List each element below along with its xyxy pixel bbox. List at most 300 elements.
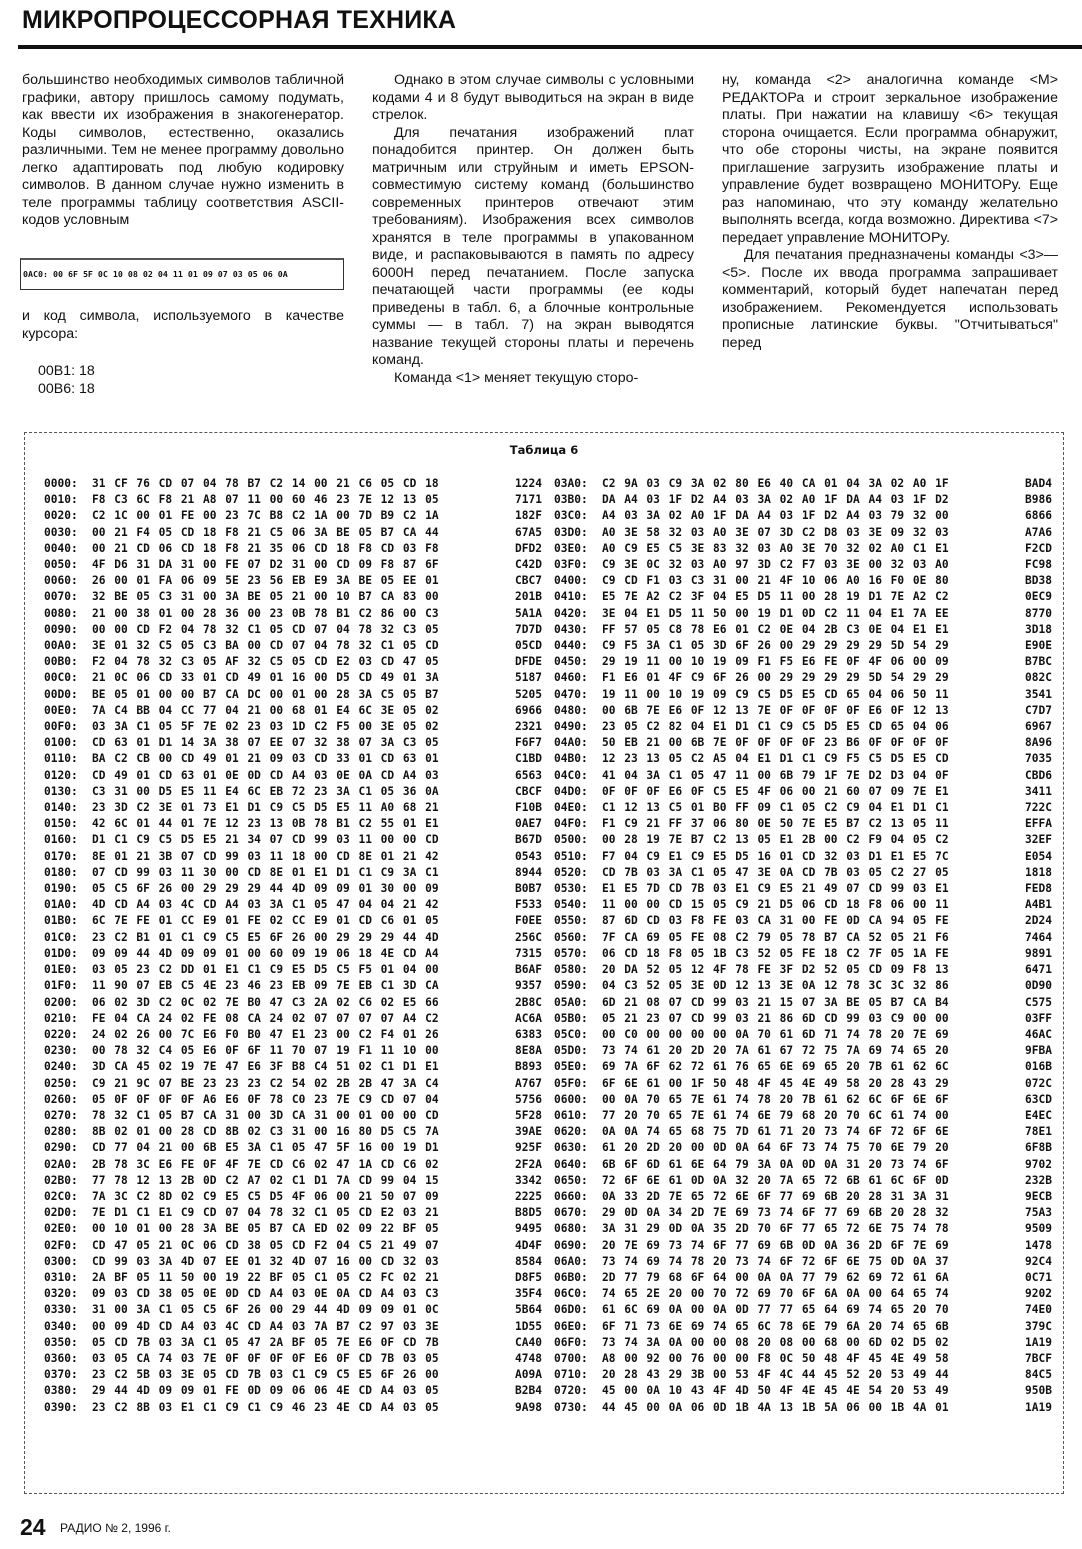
hex-address: 02B0: [44,1173,78,1187]
hex-row [554,1189,1052,1205]
hex-row [554,913,1052,929]
hex-checksum: F10B [515,801,542,815]
hex-bytes: 32 BE 05 C3 31 00 3A BE 05 21 00 10 B7 CA 83 00 [92,590,439,604]
hex-row [44,1238,542,1254]
hex-bytes: 72 6F 6E 61 0D 0A 32 20 7A 65 72 6B 61 6C 6F 0D [602,1173,949,1187]
hex-bytes: 31 CF 76 CD 07 04 78 B7 C2 14 00 21 C6 05 CD 18 [92,477,439,490]
hex-address: 02C0: [44,1189,78,1203]
hex-address: 00B0: [44,655,78,669]
hex-address: 03B0: [554,493,588,507]
hex-row [44,930,542,946]
hex-row [554,751,1052,767]
hex-checksum: 1A19 [1025,1335,1052,1349]
hex-bytes: 77 78 12 13 2B 0D C2 A7 02 C1 D1 7A CD 99 04 15 [92,1173,439,1187]
hex-row [554,589,1052,605]
hex-address: 0100: [44,736,78,750]
hex-bytes: 07 CD 99 03 11 30 00 CD 8E 01 E1 D1 C1 C9 3A C1 [92,865,439,879]
hex-checksum: 6967 [1025,720,1052,734]
hex-row [554,1270,1052,1286]
hex-address: 0170: [44,849,78,863]
hex-bytes: C9 21 9C 07 BE 23 23 23 C2 54 02 2B 2B 47 3A C4 [92,1076,439,1090]
hex-address: 0270: [44,1108,78,1122]
hex-row [44,1011,542,1027]
hex-bytes: 77 20 70 65 7E 61 74 6E 79 68 20 70 6C 61 74 00 [602,1108,949,1122]
hex-row [44,849,542,865]
hex-checksum: 3541 [1025,687,1052,701]
hex-checksum: B0B7 [515,882,542,896]
hex-bytes: 05 21 23 07 CD 99 03 21 86 6D CD 99 03 C9 00 00 [602,1011,949,1025]
hex-address: 0230: [44,1044,78,1058]
hex-bytes: 19 11 00 10 19 09 C9 C5 D5 E5 CD 65 04 06 50 11 [602,687,949,701]
hex-checksum: B67D [515,833,542,847]
hex-row [554,1140,1052,1156]
hex-address: 0210: [44,1011,78,1025]
hex-bytes: 6F 71 73 6E 69 74 65 6C 78 6E 79 6A 20 74 65 6B [602,1319,949,1333]
hex-bytes: 24 02 26 00 7C E6 F0 B0 47 E1 23 00 C2 F4 01 26 [92,1027,439,1041]
hex-row [44,946,542,962]
hex-row [44,784,542,800]
hex-address: 0130: [44,784,78,798]
hex-row [554,525,1052,541]
hex-address: 01E0: [44,963,78,977]
hex-bytes: 06 CD 18 F8 05 1B C3 52 05 FE 18 C2 7F 05 1A FE [602,946,949,960]
hex-bytes: CD 63 01 D1 14 3A 38 07 EE 07 32 38 07 3A C3 05 [92,736,439,750]
hex-checksum: 7315 [515,946,542,960]
hex-bytes: 20 28 43 29 3B 00 53 4F 4C 44 45 52 20 53 49 44 [602,1368,949,1382]
hex-address: 0280: [44,1125,78,1139]
hex-bytes: 7A 3C C2 8D 02 C9 E5 C5 D5 4F 06 00 21 50 07 09 [92,1189,439,1203]
hex-row [554,1173,1052,1189]
hex-row [44,687,542,703]
hex-address: 0680: [554,1222,588,1236]
hex-bytes: A8 00 92 00 76 00 00 F8 0C 50 48 4F 45 4E 49 58 [602,1351,949,1365]
hex-bytes: C9 CD F1 03 C3 31 00 21 4F 10 06 A0 16 F0 0E 80 [602,574,949,588]
hex-bytes: 4D CD A4 03 4C CD A4 03 3A C1 05 47 04 04 21 42 [92,898,439,912]
hex-bytes: FF 57 05 C8 78 E6 01 C2 0E 04 2B C3 0E 04 E1 E1 [602,622,949,636]
hex-address: 0040: [44,541,78,555]
paragraph: и код символа, используемого в качестве курсора: [22,308,344,342]
hex-row [44,1335,542,1351]
hex-checksum: 9702 [1025,1157,1052,1171]
hex-bytes: 41 04 3A C1 05 47 11 00 6B 79 1F 7E D2 D3 04 0F [602,768,949,782]
hex-row [44,476,542,492]
hex-checksum: 1A19 [1025,1400,1052,1414]
text-column-3 [722,72,1058,352]
hex-checksum: 7D7D [515,622,542,636]
hex-checksum: 39AE [515,1125,542,1139]
hex-address: 0180: [44,865,78,879]
paragraph: Однако в этом случае символы с условными кодами 4 и 8 будут выводиться на экран в виде стрелок. [372,72,694,123]
hex-row [554,1254,1052,1270]
hex-checksum: 0D90 [1025,979,1052,993]
hex-checksum: 925F [515,1141,542,1155]
hex-row [44,962,542,978]
hex-checksum: 7171 [515,493,542,507]
hex-checksum: 9202 [1025,1287,1052,1301]
hex-row [554,816,1052,832]
hex-address: 0490: [554,720,588,734]
hex-bytes: CD 47 05 21 0C 06 CD 38 05 CD F2 04 C5 21 49 07 [92,1238,439,1252]
hex-checksum: DFD2 [515,541,542,555]
hex-checksum: FED8 [1025,882,1052,896]
hex-checksum: 5B64 [515,1303,542,1317]
hex-address: 06D0: [554,1303,588,1317]
hex-checksum: 0EC9 [1025,590,1052,604]
hex-bytes: C2 1C 00 01 FE 00 23 7C B8 C2 1A 00 7D B9 C2 1A [92,509,439,523]
hex-checksum: CBC7 [515,574,542,588]
hex-row [554,719,1052,735]
hex-address: 0260: [44,1092,78,1106]
hex-checksum: 8584 [515,1254,542,1268]
hex-bytes: 21 00 38 01 00 28 36 00 23 0B 78 B1 C2 86 00 C3 [92,606,439,620]
hex-address: 01A0: [44,898,78,912]
hex-row [554,735,1052,751]
hex-checksum: 0AE7 [515,817,542,831]
hex-bytes: 00 C0 00 00 00 00 0A 70 61 6D 71 74 78 20 7E 69 [602,1027,949,1041]
hex-address: 0530: [554,882,588,896]
hex-checksum: CBD6 [1025,768,1052,782]
hex-bytes: 7E D1 C1 E1 C9 CD 07 04 78 32 C1 05 CD E2 03 21 [92,1206,439,1220]
hex-address: 06F0: [554,1335,588,1349]
hex-address: 0240: [44,1060,78,1074]
hex-bytes: 03 05 23 C2 DD 01 E1 C1 C9 E5 D5 C5 F5 01 04 00 [92,963,439,977]
hex-bytes: DA A4 03 1F D2 A4 03 3A 02 A0 1F DA A4 03 1F D2 [602,493,949,507]
hex-checksum: 0C71 [1025,1270,1052,1284]
hex-row [44,735,542,751]
hex-row [44,1270,542,1286]
hex-checksum: 05CD [515,639,542,653]
hex-bytes: F2 04 78 32 C3 05 AF 32 C5 05 CD E2 03 CD 47 05 [92,655,439,669]
hex-row [554,832,1052,848]
hex-row [44,541,542,557]
hex-address: 0360: [44,1351,78,1365]
hex-checksum: B2B4 [515,1384,542,1398]
hex-row [554,800,1052,816]
hex-checksum: C575 [1025,995,1052,1009]
hex-address: 0630: [554,1141,588,1155]
hex-bytes: 09 09 44 4D 09 09 01 00 60 09 19 06 18 4E CD A4 [92,946,439,960]
hex-row [554,1351,1052,1367]
hex-checksum: CA40 [515,1335,542,1349]
hex-checksum: 03FF [1025,1011,1052,1025]
hex-checksum: 74E0 [1025,1303,1052,1317]
paragraph: Для печатания изображений плат понадобится принтер. Он должен быть матричным или струйным и иметь EPSON-совместимую систему команд (большинство современных принтеров отвечают этим требованиям). Изображения всех символов хранятся в теле программы в упакованном виде, и распаковываются в память по адресу 6000H перед печатанием. После запуска печатающей части программы (ее коды приведены в табл. 6, а блочные контрольные суммы — в табл. 7) на экран выводятся название текущей стороны платы и перечень команд. [372,124,694,368]
hex-checksum: 32EF [1025,833,1052,847]
hex-bytes: 42 6C 01 44 01 7E 12 23 13 0B 78 B1 C2 55 01 E1 [92,817,439,831]
hex-bytes: 29 19 11 00 10 19 09 F1 F5 E6 FE 0F 4F 06 00 09 [602,655,949,669]
text-column-1 [22,72,344,398]
hex-checksum: 8E8A [515,1044,542,1058]
hex-bytes: 29 44 4D 09 09 01 FE 0D 09 06 06 4E CD A4 03 05 [92,1384,439,1398]
hex-checksum: 9FBA [1025,1044,1052,1058]
hex-address: 0120: [44,768,78,782]
hex-bytes: 44 45 00 0A 06 0D 1B 4A 13 1B 5A 06 00 1B 4A 01 [602,1400,949,1414]
hex-bytes: 11 00 00 CD 15 05 C9 21 D5 06 CD 18 F8 06 00 11 [602,898,949,912]
hex-bytes: A0 3E 58 32 03 A0 3E 07 3D C2 D8 03 3E 09 32 03 [602,525,949,539]
hex-row [44,1027,542,1043]
hex-bytes: 23 C2 8B 03 E1 C1 C9 C1 C9 46 23 4E CD A4 03 05 [92,1400,439,1414]
hex-bytes: 00 6B 7E E6 0F 12 13 7E 0F 0F 0F 0F E6 0F 12 13 [602,703,949,717]
hex-bytes: 8B 02 01 00 28 CD 8B 02 C3 31 00 16 80 D5 C5 7A [92,1125,439,1139]
hex-address: 01C0: [44,930,78,944]
hex-row [44,1140,542,1156]
hex-bytes: 2B 78 3C E6 FE 0F 4F 7E CD C6 02 47 1A CD C6 02 [92,1157,439,1171]
hex-address: 0150: [44,817,78,831]
hex-checksum: A7A6 [1025,525,1052,539]
hex-checksum: 5187 [515,671,542,685]
hex-bytes: E5 7E A2 C2 3F 04 E5 D5 11 00 28 19 D1 7E A2 C2 [602,590,949,604]
hex-checksum: AC6A [515,1011,542,1025]
hex-bytes: 87 6D CD 03 F8 FE 03 CA 31 00 FE 0D CA 94 05 FE [602,914,949,928]
hex-row [44,508,542,524]
hex-bytes: 8E 01 21 3B 07 CD 99 03 11 18 00 CD 8E 01 21 42 [92,849,439,863]
hex-address: 0480: [554,703,588,717]
hex-address: 0420: [554,606,588,620]
hex-checksum: A767 [515,1076,542,1090]
hex-bytes: 29 0D 0A 34 2D 7E 69 73 74 6F 77 69 6B 20 28 32 [602,1206,949,1220]
hex-row [554,1319,1052,1335]
hex-row [44,1367,542,1383]
hex-address: 03E0: [554,541,588,555]
hex-address: 0390: [44,1400,78,1414]
hex-column-left [44,476,542,1416]
hex-checksum: 63CD [1025,1092,1052,1106]
hex-address: 0460: [554,671,588,685]
hex-checksum: 5F28 [515,1108,542,1122]
hex-address: 0160: [44,833,78,847]
hex-bytes: F1 E6 01 4F C9 6F 26 00 29 29 29 29 5D 54 29 29 [602,671,949,685]
hex-bytes: F8 C3 6C F8 21 A8 07 11 00 60 46 23 7E 12 13 05 [92,493,439,507]
page-footer [20,1514,171,1541]
hex-address: 0540: [554,898,588,912]
hex-bytes: 6F 6E 61 00 1F 50 48 4F 45 4E 49 58 20 28 43 29 [602,1076,949,1090]
hex-row [44,1092,542,1108]
hex-checksum: 5A1A [515,606,542,620]
hex-row [554,541,1052,557]
hex-checksum: 0543 [515,849,542,863]
hex-address: 00E0: [44,703,78,717]
hex-checksum: 35F4 [515,1287,542,1301]
cursor-code: 00B6: 18 [38,380,95,397]
hex-row [44,703,542,719]
hex-checksum: 9495 [515,1222,542,1236]
hex-checksum: 6966 [515,703,542,717]
hex-address: 04C0: [554,768,588,782]
hex-address: 0700: [554,1351,588,1365]
hex-checksum: 2D24 [1025,914,1052,928]
hex-address: 0510: [554,849,588,863]
hex-address: 0400: [554,574,588,588]
hex-bytes: C9 F5 3A C1 05 3D 6F 26 00 29 29 29 29 5D 54 29 [602,639,949,653]
hex-address: 0650: [554,1173,588,1187]
hex-row [554,1043,1052,1059]
hex-row [554,946,1052,962]
hex-bytes: FE 04 CA 24 02 FE 08 CA 24 02 07 07 07 07 A4 C2 [92,1011,439,1025]
hex-row [44,978,542,994]
hex-row [554,1108,1052,1124]
hex-row [554,1027,1052,1043]
hex-row [44,768,542,784]
hex-bytes: 11 90 07 EB C5 4E 23 46 23 EB 09 7E EB C1 3D CA [92,979,439,993]
hex-row [44,525,542,541]
paragraph: Команда <1> меняет текущую сторо- [394,369,639,386]
hex-bytes: C9 3E 0C 32 03 A0 97 3D C2 F7 03 3E 00 32 03 A0 [602,558,949,572]
hex-address: 0030: [44,525,78,539]
hex-checksum: B6AF [515,963,542,977]
hex-bytes: 05 0F 0F 0F 0F A6 E6 0F 78 C0 23 7E C9 CD 07 04 [92,1092,439,1106]
hex-bytes: 00 10 01 00 28 3A BE 05 B7 CA ED 02 09 22 BF 05 [92,1222,439,1236]
hex-bytes: 06 02 3D C2 0C 02 7E B0 47 C3 2A 02 C6 02 E5 66 [92,995,439,1009]
hex-address: 0330: [44,1303,78,1317]
hex-bytes: 69 7A 6F 62 72 61 76 65 6E 69 65 20 7B 61 62 6C [602,1060,949,1074]
hex-address: 01D0: [44,946,78,960]
hex-checksum: 7BCF [1025,1351,1052,1365]
hex-row [44,589,542,605]
hex-address: 0690: [554,1238,588,1252]
hex-checksum: 5756 [515,1092,542,1106]
hex-checksum: B986 [1025,493,1052,507]
hex-address: 0200: [44,995,78,1009]
hex-bytes: 2D 77 79 68 6F 64 00 0A 0A 77 79 62 69 72 61 6A [602,1270,949,1284]
hex-address: 0500: [554,833,588,847]
hex-address: 0570: [554,946,588,960]
hex-address: 06E0: [554,1319,588,1333]
hex-address: 0300: [44,1254,78,1268]
hex-row [44,492,542,508]
hex-bytes: C3 31 00 D5 E5 11 E4 6C EB 72 23 3A C1 05 36 0A [92,784,439,798]
hex-checksum: B7BC [1025,655,1052,669]
hex-address: 06B0: [554,1270,588,1284]
hex-bytes: C2 9A 03 C9 3A 02 80 E6 40 CA 01 04 3A 02 A0 1F [602,477,949,490]
hex-row [44,1076,542,1092]
hex-address: 06C0: [554,1287,588,1301]
cursor-codes [22,363,344,398]
hex-checksum: A09A [515,1368,542,1382]
hex-checksum: 46AC [1025,1027,1052,1041]
hex-bytes: D1 C1 C9 C5 D5 E5 21 34 07 CD 99 03 11 00 00 CD [92,833,439,847]
hex-checksum: 92C4 [1025,1254,1052,1268]
hex-bytes: 3E 01 32 C5 05 C3 BA 00 CD 07 04 78 32 C1 05 CD [92,639,439,653]
hex-bytes: 3A 31 29 0D 0A 35 2D 70 6F 77 65 72 6E 75 74 78 [602,1222,949,1236]
hex-row [44,751,542,767]
hex-checksum: 8944 [515,865,542,879]
hex-column-right [554,476,1052,1416]
hex-bytes: 05 C5 6F 26 00 29 29 29 44 4D 09 09 01 30 00 09 [92,882,439,896]
hex-address: 04E0: [554,801,588,815]
hex-checksum: 75A3 [1025,1206,1052,1220]
hex-address: 0470: [554,687,588,701]
hex-checksum: E90E [1025,639,1052,653]
hex-row [554,622,1052,638]
hex-address: 05C0: [554,1027,588,1041]
hex-checksum: B8D5 [515,1206,542,1220]
hex-row [44,670,542,686]
hex-address: 0340: [44,1319,78,1333]
hex-row [554,881,1052,897]
hex-checksum: 4748 [515,1351,542,1365]
hex-address: 06A0: [554,1254,588,1268]
hex-address: 0520: [554,865,588,879]
hex-address: 0380: [44,1384,78,1398]
hex-checksum: A4B1 [1025,898,1052,912]
hex-bytes: 7A C4 BB 04 CC 77 04 21 00 68 01 E4 6C 3E 05 02 [92,703,439,717]
hex-address: 03A0: [554,477,588,490]
hex-bytes: 6B 6F 6D 61 6E 64 79 3A 0A 0D 0A 31 20 73 74 6F [602,1157,949,1171]
hex-checksum: 3411 [1025,784,1052,798]
hex-bytes: 21 0C 06 CD 33 01 CD 49 01 16 00 D5 CD 49 01 3A [92,671,439,685]
hex-address: 0670: [554,1206,588,1220]
hex-bytes: 31 00 3A C1 05 C5 6F 26 00 29 44 4D 09 09 01 0C [92,1303,439,1317]
hex-bytes: CD 49 01 CD 63 01 0E 0D CD A4 03 0E 0A CD A4 03 [92,768,439,782]
hex-bytes: 00 28 19 7E B7 C2 13 05 E1 2B 00 C2 F9 04 05 C2 [602,833,949,847]
hex-bytes: 61 20 2D 20 00 0D 0A 64 6F 73 74 75 70 6E 79 20 [602,1141,949,1155]
hex-address: 0550: [554,914,588,928]
hex-address: 0310: [44,1270,78,1284]
hex-checksum: C7D7 [1025,703,1052,717]
hex-address: 05F0: [554,1076,588,1090]
hex-bytes: BA C2 CB 00 CD 49 01 21 09 03 CD 33 01 CD 63 01 [92,752,439,766]
hex-checksum: 6383 [515,1027,542,1041]
header-rule [18,45,1082,49]
hex-checksum: 2225 [515,1189,542,1203]
hex-address: 04A0: [554,736,588,750]
hex-address: 05E0: [554,1060,588,1074]
hex-address: 0560: [554,930,588,944]
hex-address: 0220: [44,1027,78,1041]
hex-address: 01F0: [44,979,78,993]
hex-checksum: CBCF [515,784,542,798]
hex-checksum: 3D18 [1025,622,1052,636]
hex-checksum: F2CD [1025,541,1052,555]
hex-bytes: 00 21 CD 06 CD 18 F8 21 35 06 CD 18 F8 CD 03 F8 [92,541,439,555]
hex-bytes: 23 C2 5B 03 3E 05 CD 7B 03 C1 C9 C5 E5 6F 26 00 [92,1368,439,1382]
hex-address: 0010: [44,493,78,507]
hex-row [554,978,1052,994]
hex-checksum: C1BD [515,752,542,766]
table-title: Таблица 6 [509,443,579,457]
hex-row [44,800,542,816]
hex-bytes: 00 09 4D CD A4 03 4C CD A4 03 7A B7 C2 97 03 3E [92,1319,439,1333]
hex-row [44,654,542,670]
hex-checksum: 2321 [515,720,542,734]
hex-row [44,1043,542,1059]
hex-row [44,1383,542,1399]
hex-checksum: B893 [515,1060,542,1074]
hex-checksum: 1224 [515,477,542,490]
hex-row [44,1108,542,1124]
hex-address: 04D0: [554,784,588,798]
hex-row [554,1383,1052,1399]
hex-bytes: BE 05 01 00 00 B7 CA DC 00 01 00 28 3A C5 05 B7 [92,687,439,701]
hex-checksum: 5205 [515,687,542,701]
hex-address: 04B0: [554,752,588,766]
hex-row [554,897,1052,913]
hex-row [554,476,1052,492]
hex-address: 05B0: [554,1011,588,1025]
hex-bytes: 3D CA 45 02 19 7E 47 E6 3F B8 C4 51 02 C1 D1 E1 [92,1060,439,1074]
hex-checksum: 2F2A [515,1157,542,1171]
hex-checksum: 84C5 [1025,1368,1052,1382]
hex-bytes: C1 12 13 C5 01 B0 FF 09 C1 05 C2 C9 04 E1 D1 C1 [602,801,949,815]
hex-checksum: 256C [515,930,542,944]
hex-row [44,913,542,929]
hex-address: 0320: [44,1287,78,1301]
hex-checksum: FC98 [1025,558,1052,572]
hex-bytes: 09 03 CD 38 05 0E 0D CD A4 03 0E 0A CD A4 03 C3 [92,1287,439,1301]
hex-address: 0730: [554,1400,588,1414]
hex-row [554,1205,1052,1221]
hex-bytes: 45 00 0A 10 43 4F 4D 50 4F 4E 45 4E 54 20 53 49 [602,1384,949,1398]
